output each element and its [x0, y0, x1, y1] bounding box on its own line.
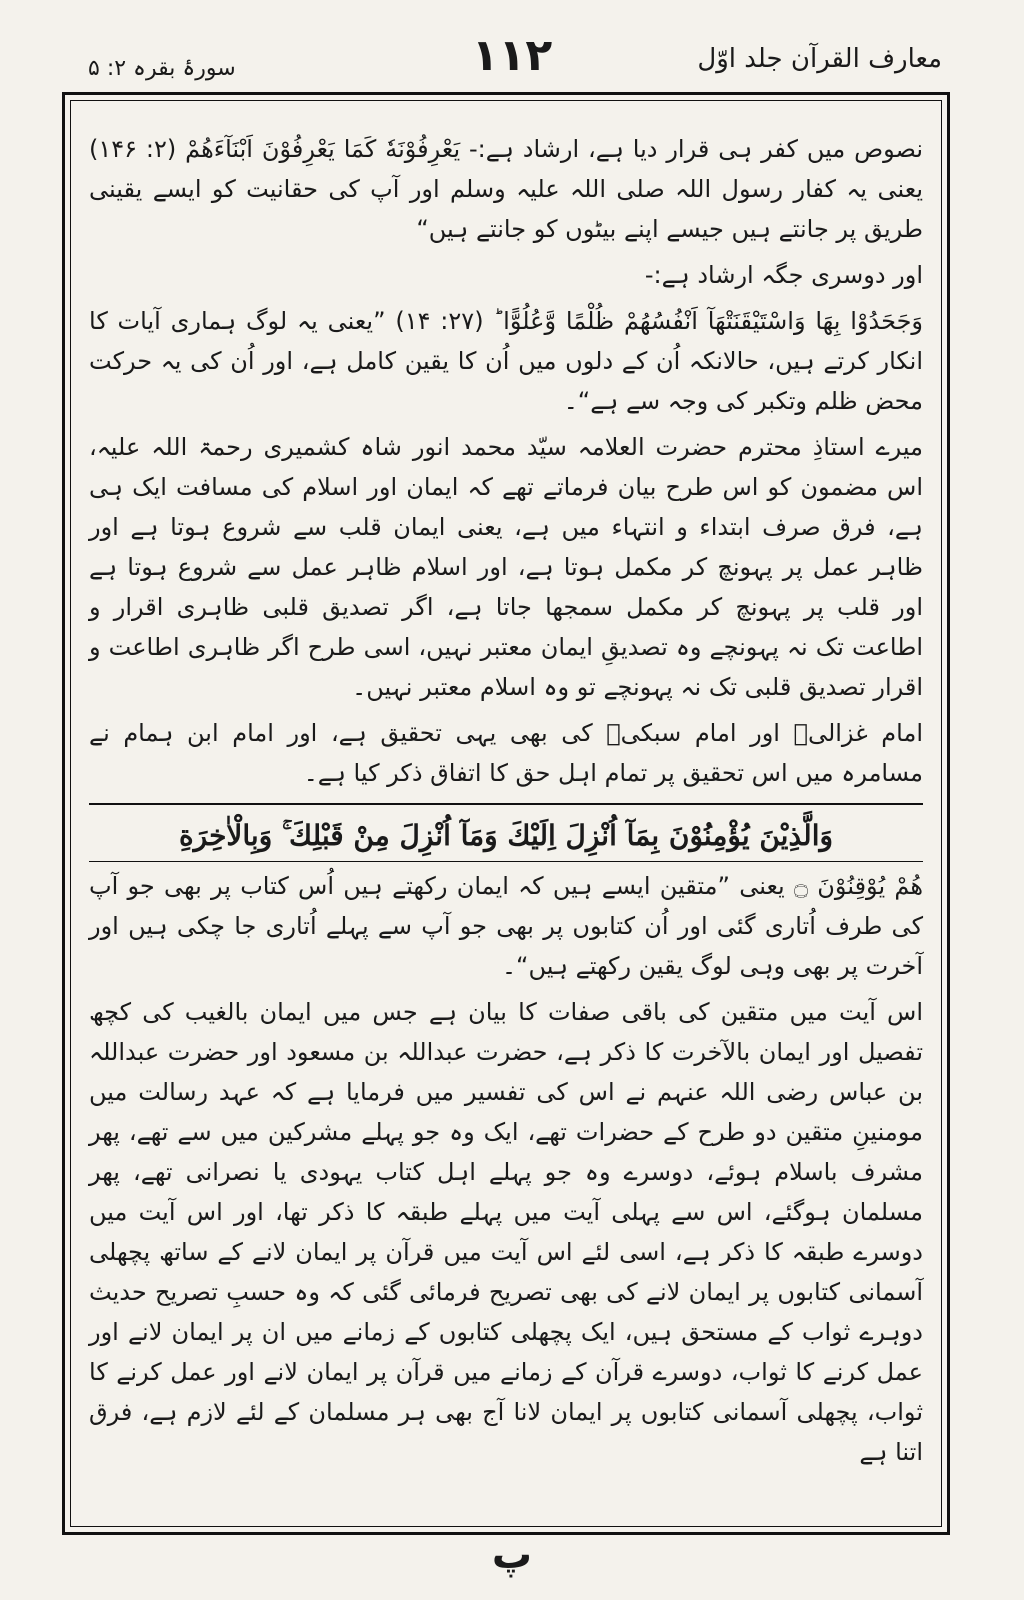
footer-mark: پ [491, 1532, 533, 1578]
paragraph-6: هُمْ يُوْقِنُوْنَ ۝ یعنی ”متقین ایسے ہیں کہ ایمان رکھتے ہیں اُس کتاب پر بھی جو آپ کی طرف اُتاری گئی اور اُن کتابوں پر بھی جو آپ سے پہلے اُتاری جا چکی ہیں اور آخرت پر بھی وہی لوگ یقین رکھتے ہیں“۔ [89, 872, 924, 980]
book-title: معارف القرآن جلد اوّل [697, 44, 942, 74]
quran-verse: وَالَّذِيْنَ يُؤْمِنُوْنَ بِمَآ اُنْزِلَ اِلَيْكَ وَمَآ اُنْزِلَ مِنْ قَبْلِكَ ۚ وَبِالْاٰخِرَةِ [89, 813, 923, 862]
paragraph-5: امام غزالیؒ اور امام سبکیؒ کی بھی یہی تحقیق ہے، اور امام ابن ہمام نے مسامرہ میں اس تحقیق پر تمام اہل حق کا اتفاق ذکر کیا ہے۔ [89, 719, 923, 787]
paragraph-7: اس آیت میں متقین کی باقی صفات کا بیان ہے جس میں ایمان بالغیب کی کچھ تفصیل اور ایمان بالآخرت کا ذکر ہے، حضرت عبداللہ بن مسعود اور حضرت عبداللہ بن عباس رضی اللہ عنہم نے اس کی تفسیر میں فرمایا ہے کہ عہد رسالت میں مومنینِ متقین دو طرح کے حضرات تھے، ایک وہ جو پہلے مشرکین میں سے تھے، پھر مشرف باسلام ہوئے، دوسرے وہ جو پہلے اہل کتاب یہودی یا نصرانی تھے، پھر مسلمان ہوگئے، اس سے پہلی آیت میں پہلے طبقہ کا ذکر تھا، اور اس آیت میں دوسرے طبقہ کا ذکر ہے، اسی لئے اس آیت میں قرآن پر ایمان لانے کے ساتھ پچھلی آسمانی کتابوں پر ایمان لانے کی بھی تصریح فرمائی گئی کہ وہ حسبِ تصریح حدیث دوہرے ثواب کے مستحق ہیں، ایک پچھلی کتابوں کے زمانے میں ان پر ایمان لانے اور عمل کرنے کا ثواب، دوسرے قرآن کے زمانے میں قرآن پر ایمان لانے اور عمل کرنے کا ثواب، پچھلی آسمانی کتابوں پر ایمان لانا آج بھی ہر مسلمان کے لئے لازم ہے، فرق اتنا ہے [89, 998, 923, 1466]
text-frame [70, 100, 942, 1527]
paragraph-4: میرے استاذِ محترم حضرت العلامہ سیّد محمد انور شاہ کشمیری رحمۃ اللہ علیہ، اس مضمون کو اس طرح بیان فرماتے تھے کہ ایمان اور اسلام کی مسافت ایک ہی ہے، فرق صرف ابتداء و انتہاء میں ہے، یعنی ایمان قلب سے شروع ہوتا ہے اور ظاہر عمل پر پہونچ کر مکمل ہوتا ہے، اور اسلام ظاہر عمل سے شروع ہوتا ہے اور قلب پر پہونچ کر مکمل سمجھا جاتا ہے، اگر تصدیق قلبی ظاہری اقرار و اطاعت تک نہ پہونچے وہ تصدیقِ ایمان معتبر نہیں، اسی طرح اگر ظاہری اطاعت و اقرار تصدیق قلبی تک نہ پہونچے تو وہ اسلام معتبر نہیں۔ [89, 433, 923, 701]
paragraph-2: اور دوسری جگہ ارشاد ہے:- [644, 261, 923, 289]
paragraph-3: وَجَحَدُوْا بِهَا وَاسْتَيْقَنَتْهَآ اَنْفُسُهُمْ ظُلْمًا وَّعُلُوًّا ؕ (۲۷: ۱۴) ”یعنی یہ لوگ ہماری آیات کا انکار کرتے ہیں، حالانکہ اُن کے دلوں میں اُن کا یقین کامل ہے، اور اُن کی یہ حرکت محض ظلم وتکبر کی وجہ سے ہے“۔ [89, 307, 923, 415]
page-header [60, 30, 964, 90]
surah-reference: سورۂ بقرہ ۲: ۵ [88, 56, 236, 81]
page-number: ۱۱۲ [471, 30, 553, 81]
section-divider [89, 803, 923, 805]
paragraph-1: نصوص میں کفر ہی قرار دیا ہے، ارشاد ہے:- يَعْرِفُوْنَهٗ كَمَا يَعْرِفُوْنَ اَبْنَآءَهُمْ (۲: ۱۴۶) یعنی یہ کفار رسول اللہ صلی اللہ علیہ وسلم اور آپ کی حقانیت کو ایسے یقینی طریق پر جانتے ہیں جیسے اپنے بیٹوں کو جانتے ہیں“ [89, 135, 923, 243]
